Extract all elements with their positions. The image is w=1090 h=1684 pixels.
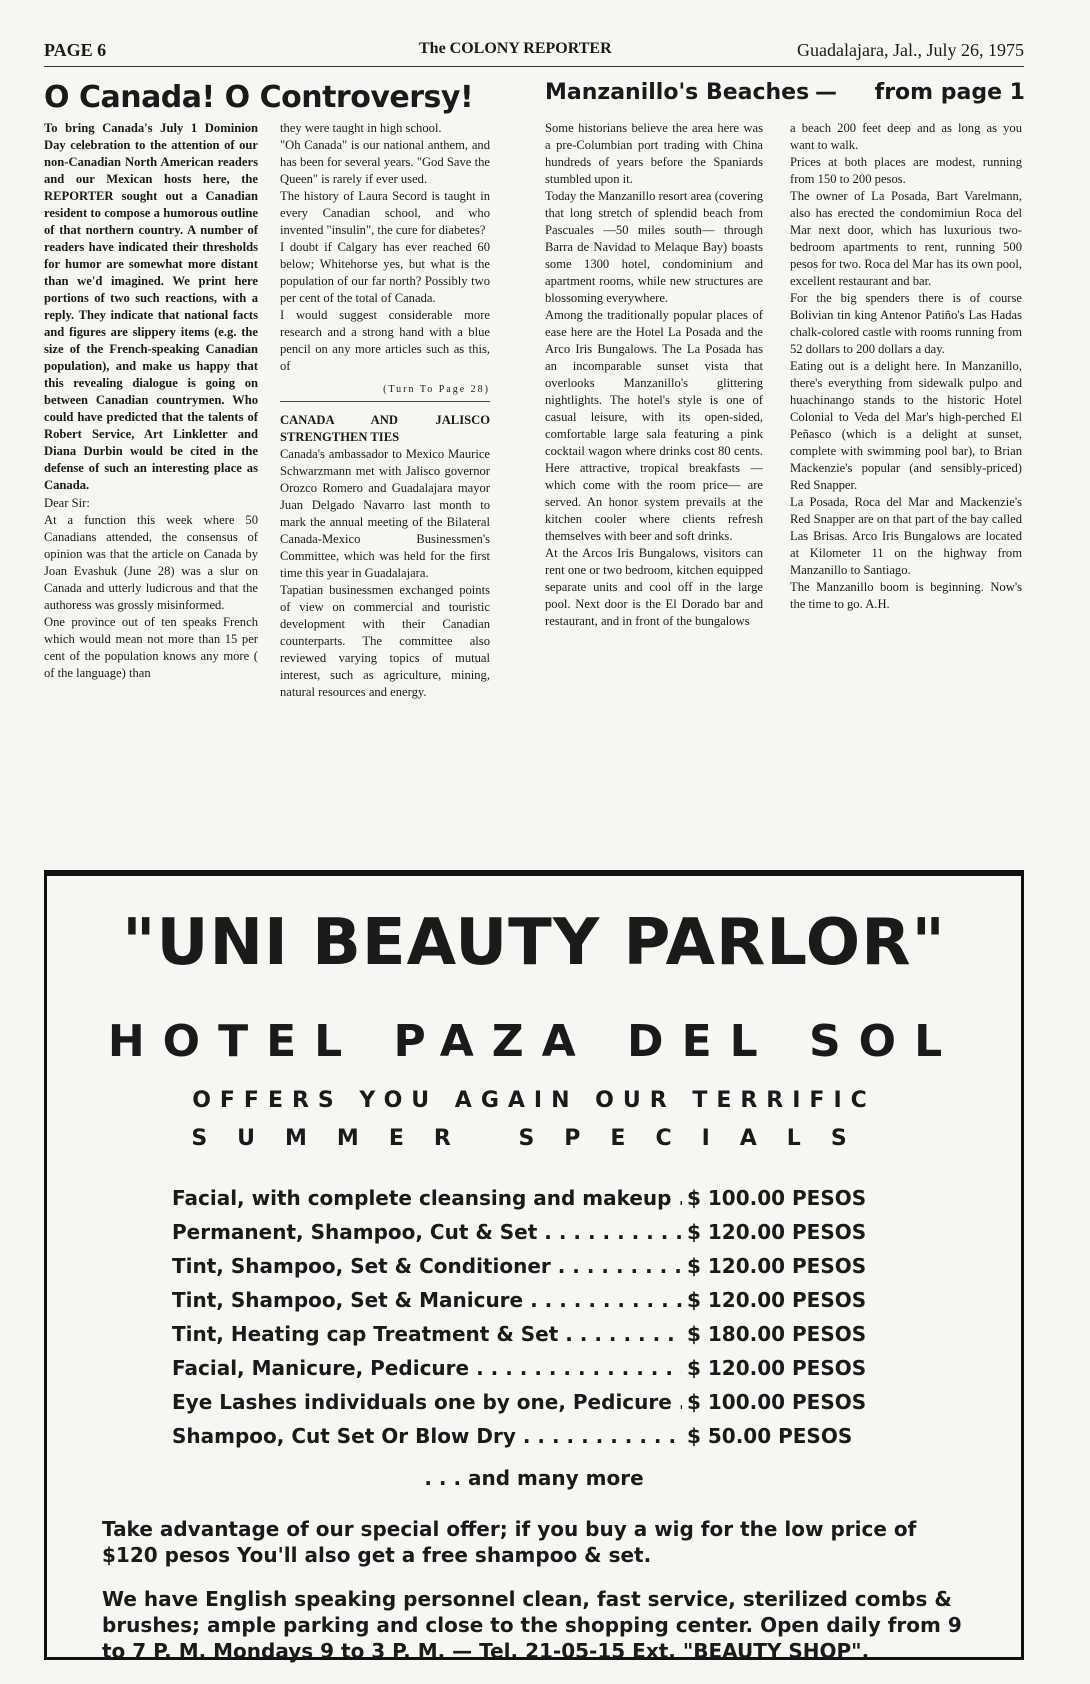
letter-paragraph: "Oh Canada" is our national anthem, and has been for several years. "God Save the Queen" is rarely if ever used. — [280, 138, 490, 186]
service-name: Tint, Shampoo, Set & Manicure . . . — [172, 1288, 682, 1312]
service-price: $ 100.00 PESOS — [687, 1390, 867, 1414]
service-name: Eye Lashes individuals one by one, Pedicure . . . — [172, 1390, 682, 1414]
price-row — [172, 1186, 932, 1220]
letter-salutation: Dear Sir: — [44, 496, 90, 510]
letter-paragraph: they were taught in high school. — [280, 121, 442, 135]
jalisco-paragraph: Canada's ambassador to Mexico Maurice Schwarzmann met with Jalisco governor Orozco Romero and Guadalajara mayor Juan Delgado Navarro last month to mark the annual meeting of the Bilateral Canada-Mexico Businessmen's Committee, which was held for the first time this year in Guadalajara. — [280, 447, 490, 580]
headline-dash: — — [815, 80, 837, 105]
manzanillo-paragraph: For the big spenders there is of course Bolivian tin king Antenor Patiño's Las Hadas chalk-colored castle with rooms running from 52 dollars to 200 dollars a day. — [790, 291, 1022, 356]
dateline: Guadalajara, Jal., July 26, 1975 — [797, 40, 1024, 60]
manzanillo-paragraph: La Posada, Roca del Mar and Mackenzie's Red Snapper are on that part of the bay called Las Brisas. Arco Iris Bungalows are located at Kilometer 11 on the highway from Manzanillo to Santiago. — [790, 495, 1022, 577]
service-name: Permanent, Shampoo, Cut & Set . . . — [172, 1220, 682, 1244]
service-price: $ 120.00 PESOS — [687, 1356, 867, 1380]
masthead — [44, 40, 1024, 66]
headline-canada: O Canada! O Controversy! — [44, 80, 474, 115]
manzanillo-paragraph: The Manzanillo boom is beginning. Now's the time to go. A.H. — [790, 580, 1022, 611]
service-name: Tint, Shampoo, Set & Conditioner . . . — [172, 1254, 682, 1278]
manzanillo-paragraph: Some historians believe the area here was a pre-Columbian port trading with China hundreds of years before the Spaniards stumbled upon it. — [545, 121, 763, 186]
service-price: $ 100.00 PESOS — [687, 1186, 867, 1210]
ad-offers-line: OFFERS YOU AGAIN OUR TERRIFIC — [192, 1088, 876, 1113]
service-price: $ 50.00 PESOS — [687, 1424, 853, 1448]
price-row — [172, 1254, 932, 1288]
page-number: PAGE 6 — [44, 40, 107, 60]
price-row — [172, 1288, 932, 1322]
masthead-rule — [44, 66, 1024, 67]
letter-paragraph: At a function this week where 50 Canadians attended, the consensus of opinion was that the article on Canada by Joan Evashuk (June 28) was a slur on Canada and utterly ludicrous and that the authoress was grossly misinformed. — [44, 513, 258, 612]
from-page-label: from page 1 — [874, 80, 1025, 105]
price-row — [172, 1356, 932, 1390]
beauty-parlor-ad — [44, 870, 1024, 1663]
price-row — [172, 1424, 932, 1458]
price-row — [172, 1220, 932, 1254]
service-price: $ 120.00 PESOS — [687, 1220, 867, 1244]
ad-and-more: . . . and many more — [424, 1466, 644, 1490]
turn-to-page: (Turn To Page 28) — [280, 381, 490, 402]
article-manzanillo-col2 — [790, 120, 1022, 613]
service-price: $ 120.00 PESOS — [687, 1254, 867, 1278]
article-canada-col1 — [44, 120, 258, 682]
headline-manzanillo-title: Manzanillo's Beaches — [545, 80, 810, 105]
manzanillo-paragraph: Among the traditionally popular places of ease here are the Hotel La Posada and the Arco Iris Bungalows. The La Posada has an incomparable sunset vista that overlooks Manzanillo's glittering nightlights. The hotel's style is one of casual leisure, with its open-sided, comfortable large sala featuring a pink cocktail wagon where drinks cost 80 cents. Here attractive, tropical breakfasts —which come with the room price— are served. An honor system prevails at the kitchen cooler where clients refresh themselves with beer and soft drinks. — [545, 308, 763, 543]
service-name: Tint, Heating cap Treatment & Set . . . — [172, 1322, 682, 1346]
manzanillo-paragraph: At the Arcos Iris Bungalows, visitors can rent one or two bedroom, kitchen equipped separate units and cool off in the large pool. Next door is the El Dorado bar and restaurant, and in front of the bungalows — [545, 546, 763, 628]
ad-summer-specials: SUMMER SPECIALS — [191, 1126, 877, 1151]
price-list — [172, 1186, 932, 1458]
letter-paragraph: I would suggest considerable more research and a strong hand with a blue pencil on any more articles such as this, of — [280, 308, 490, 373]
paper-name: The COLONY REPORTER — [419, 40, 612, 57]
headline-jalisco: CANADA AND JALISCO STRENGTHEN TIES — [280, 413, 490, 444]
manzanillo-paragraph: The owner of La Posada, Bart Varelmann, also has erected the condomimiun Roca del Mar next door, which has luxurious two-bedroom apartments to rent, running 500 pesos for two. Roca del Mar has its own pool, excellent restaurant and bar. — [790, 189, 1022, 288]
ad-wig-offer: Take advantage of our special offer; if you buy a wig for the low price of $120 pesos You'll also get a free shampoo & set. — [102, 1517, 917, 1567]
service-name: Facial, Manicure, Pedicure . . . — [172, 1356, 682, 1380]
letter-paragraph: The history of Laura Secord is taught in every Canadian school, and who invented "insulin", the cure for diabetes? — [280, 189, 490, 237]
manzanillo-paragraph: Prices at both places are modest, running from 150 to 200 pesos. — [790, 155, 1022, 186]
ad-hotel-name: HOTEL PAZA DEL SOL — [107, 1016, 961, 1067]
manzanillo-paragraph: a beach 200 feet deep and as long as you want to walk. — [790, 121, 1022, 152]
service-price: $ 180.00 PESOS — [687, 1322, 867, 1346]
article-intro: To bring Canada's July 1 Dominion Day celebration to the attention of our non-Canadian North American readers and our Mexican hosts here, the REPORTER sought out a Canadian resident to compose a humorous outline of that northern country. A number of readers have indicated their thresholds for humor are somewhat more distant than we'd imagined. We print here portions of two such reactions, with a reply. They indicate that national facts and figures are slippery items (e.g. the size of the French-speaking Canadian population), and make us happy that this revealing dialogue is going on between Canadian countrymen. Who could have predicted that the talents of Robert Service, Art Linkletter and Diana Durbin would be cited in the defense of such an interesting place as Canada. — [44, 121, 258, 492]
ad-service-info: We have English speaking personnel clean, fast service, sterilized combs & brushes; ample parking and close to the shopping center. Open daily from 9 to 7 P. M. Mondays 9 to 3 P. M. — Tel. 21-05-15 Ext. "BEAUTY SHOP". — [102, 1587, 962, 1663]
price-row — [172, 1322, 932, 1356]
service-name: Facial, with complete cleansing and makeup . . . — [172, 1186, 682, 1210]
manzanillo-paragraph: Today the Manzanillo resort area (covering that long stretch of splendid beach from Pascuales —50 miles south— through Barra de Navidad to Melaque Bay) boasts some 1300 hotel, condominium and apartment rooms, while new structures are blossoming everywhere. — [545, 189, 763, 305]
article-canada-col2 — [280, 120, 490, 701]
headline-manzanillo — [545, 80, 1025, 105]
manzanillo-paragraph: Eating out is a delight here. In Manzanillo, there's everything from sidewalk pulpo and huachinango stands to the historic Hotel Colonial to Veda del Mar's high-perched El Peñasco (which is a delight at sunset, complete with swimming pool bar), to Brian Mackenzie's popular (and sensibly-priced) Red Snapper. — [790, 359, 1022, 492]
service-name: Shampoo, Cut Set Or Blow Dry . . . — [172, 1424, 682, 1448]
letter-paragraph: I doubt if Calgary has ever reached 60 below; Whitehorse yes, but what is the population of our far north? Possibly two per cent of the total of Canada. — [280, 240, 490, 305]
jalisco-paragraph: Tapatian businessmen exchanged points of view on commercial and touristic development with their Canadian counterparts. The committee also reviewed varying topics of mutual interest, such as agriculture, mining, natural resources and energy. — [280, 583, 490, 699]
letter-paragraph: One province out of ten speaks French which would mean not more than 15 per cent of the population knows any more ( of the language) than — [44, 615, 258, 680]
service-price: $ 120.00 PESOS — [687, 1288, 867, 1312]
ad-title: "UNI BEAUTY PARLOR" — [122, 906, 946, 980]
article-manzanillo-col1 — [545, 120, 763, 630]
price-row — [172, 1390, 932, 1424]
